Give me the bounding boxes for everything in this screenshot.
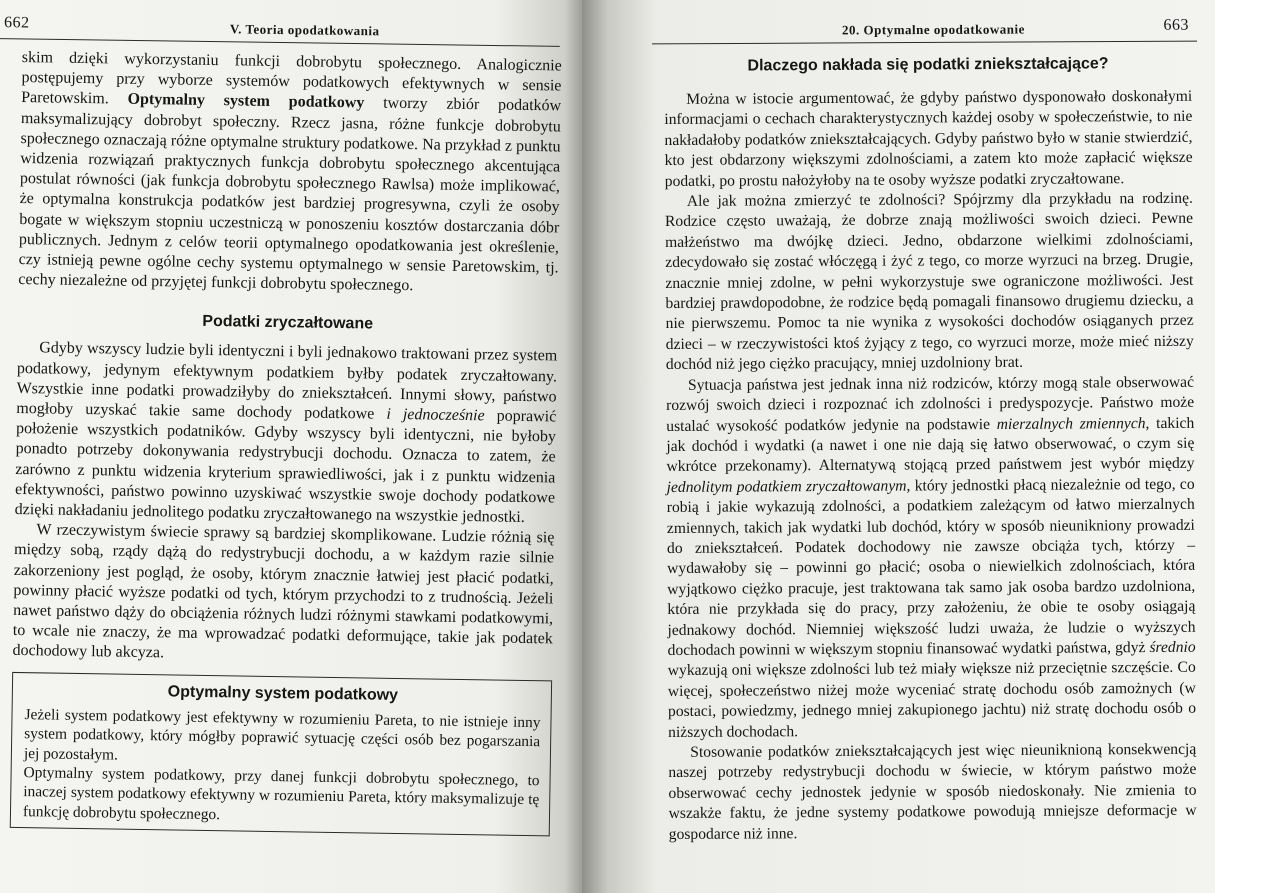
right-paragraph-1: Można w istocie argumentować, że gdyby państwo dysponowało doskonałymi informacjami o cechach charakterystycznych każdej osoby w społeczeństwie, to nie nakładałoby podatków zniekształcających. Gdyby państwo było w stanie stwierdzić, kto jest obdarzony większymi zdolnościami, a zatem kto może zapłacić większe podatki, po prostu nałożyłoby na te osoby wyższe podatki zryczałtowane. [664,87,1193,190]
scan-margin [1215,0,1263,893]
left-running-head [0,10,560,47]
left-page [0,0,582,893]
right-p3-italic-3: średnio [1149,638,1196,657]
right-p3-italic-1: mierzalnych zmiennych [996,414,1146,433]
right-section-heading: Dlaczego nakłada się podatki zniekształcające? [747,55,1109,75]
right-running-head [652,13,1197,45]
right-running-title: 20. Optymalne opodatkowanie [841,21,1025,38]
left-text-column [10,48,562,837]
left-p2-text-2: poprawić położenie wszystkich podatników. Gdyby wszyscy byli identyczni, nie byłoby ponadto potrzeby dokonywania redystrybucji dochodu. Oznacza to zatem, że zarówno z punktu widzenia kryterium sprawiedliwości, jak i z punktu widzenia efektywności, państwo powinno uzyskiwać wszystkie swoje dochody podatkowe dzięki nakładaniu jednolitego podatku zryczałtowanego na wszystkie jednostki. [14,407,557,527]
right-p3-text-1: Sytuacja państwa jest jednak inna niż rodziców, którzy mogą stale obserwować rozwój swoich dzieci i rozpoznać ich zdolności i predyspozycje. Państwo może ustalać wysokość podatków jedynie na podstawie [666,373,1195,435]
right-page [582,0,1215,893]
right-p3-italic-2: jednolitym podatkiem zryczałtowanym [666,477,907,496]
right-text-column [664,55,1197,845]
definition-box-title: Optymalny system podatkowy [167,683,399,704]
left-running-title: V. Teoria opodatkowania [229,21,380,39]
left-p1-bold: Optymalny system podatkowy [127,91,365,112]
right-page-number: 663 [1163,16,1190,34]
definition-box-p1: Jeżeli system podatkowy jest efektywny w rozumieniu Pareta, to nie istnieje inny system podatkowy, który mógłby poprawić sytuację części osób bez pogarszania jej pozostałym. [23,705,541,764]
right-paragraph-3 [666,372,1196,743]
left-p2-text-1: Gdyby wszyscy ludzie byli identyczni i byli jednakowo traktowani przez system podatkowy, jedynym efektywnym podatkiem byłby podatek zryczałtowany. Wszystkie inne podatki prowadziłyby do zniekształceń. Innymi słowy, państwo mogłoby uzyskać takie same dochody podatkowe [16,339,558,423]
left-p2-italic: i jednocześnie [386,405,485,425]
right-p3-text-4: wykazują oni większe zdolności lub też miały większe niż przeciętnie szczęście. Co więcej, społeczeństwo niżej może wyceniać stratę dochodu osób zamożnych (w postaci, powiedzmy, jednego mniej zakupionego jachtu) niż stratę dochodu osób o niższych dochodach. [667,659,1197,741]
right-p3-text-3: , który jednostki płacą niezależnie od tego, co robią i jakie wykazują zdolności, a podatkiem zależącym od łatwo mierzalnych zmiennych, takich jak wydatki lub dochód, który w sposób nieunikniony prowadzi do zniekształceń. Podatek dochodowy nie zawsze obciąża tych, którzy – wydawałoby się – powinni go płacić; osoba o niewielkich zdolnościach, która wyjątkowo ciężko pracuje, jest traktowana tak samo jak osoba bardzo uzdolniona, która nie przykłada się do pracy, przy założeniu, że obie te osoby osiągają jednakowy dochód. Niemniej większość ludzi uważa, że ludzie o wyższych dochodach powinni w większym stopniu finansować wydatki państwa, gdyż [666,475,1196,659]
right-p3-text-2: , takich jak dochód i wydatki (a nawet i one nie dają się łatwo obserwować, o czym się wkrótce przekonamy). Alternatywą stojącą przed państwem jest wybór między [666,414,1195,476]
left-paragraph-1 [18,48,562,299]
right-paragraph-4: Stosowanie podatków zniekształcających jest więc nieuniknioną konsekwencją naszej potrzeby redystrybucji dochodu w świecie, w którym państwo może obserwować cechy jednostek jedynie w sposób niedoskonały. Nie zmienia to wszakże faktu, że jedne systemy podatkowe powodują mniejsze deformacje w gospodarce niż inne. [668,740,1197,843]
definition-box [10,672,552,837]
left-paragraph-3: W rzeczywistym świecie sprawy są bardziej skomplikowane. Ludzie różnią się między sobą, rządy dążą do redystrybucji dochodu, a w każdym razie silnie zakorzeniony jest pogląd, że osoby, którym znacznie łatwiej jest płacić podatki, powinny płacić wyższe podatki od tych, którym przychodzi to z trudnością. Jeżeli nawet państwo dąży do obciążenia różnych ludzi różnymi stawkami podatkowymi, to wcale nie znaczy, że ma wprowadzać podatki deformujące, takie jak podatek dochodowy lub akcyza. [12,521,555,662]
left-p1-text-1: skim dzięki wykorzystaniu funkcji dobrobytu społecznego. Analogicznie postępujemy przy wyborze systemów podatkowych efektywnych w sensie Paretowskim. [21,48,562,108]
left-page-number: 662 [3,14,30,32]
left-p1-text-2: tworzy zbiór podatków maksymalizujący dobrobyt społeczny. Rzecz jasna, różne funkcje dobrobytu społecznego oznaczają różne optymalne struktury podatkowe. Na przykład z punktu widzenia rozwiązań praktycznych funkcja dobrobytu społecznego akcentująca postulat równości (jak funkcja dobrobytu społecznego Rawlsa) może implikować, że optymalna konstrukcja podatków jest bardziej progresywna, czyli że osoby bogate w większym stopniu uczestniczą w ponoszeniu kosztów dostarczania dóbr publicznych. Jednym z celów teorii optymalnego opodatkowania jest określenie, czy istnieją pewne ogólne cechy systemu optymalnego w sensie Paretowskim, tj. cechy niezależne od przyjętej funkcji dobrobytu społecznego. [18,94,562,295]
right-paragraph-2: Ale jak można zmierzyć te zdolności? Spójrzmy dla przykładu na rodzinę. Rodzice często uważają, że dobrze znają możliwości swoich dzieci. Pewne małżeństwo ma dwójkę dzieci. Jedno, obdarzone wielkimi zdolnościami, zdecydowało się zostać włóczęgą i żyć z tego, co morze wyrzuci na brzeg. Drugie, znacznie mniej zdolne, w pełni wykorzystuje swe ograniczone możliwości. Jest bardziej prawdopodobne, że rodzice będą pomagali finansowo drugiemu dziecku, a nie pierwszemu. Pomoc ta nie wynika z wysokości dochodów osiąganych przez dzieci – w rzeczywistości ktoś żyjący z tego, co wyrzuci morze, może mieć niższy dochód niż jego ciężko pracujący, mniej uzdolniony brat. [664,189,1194,374]
left-paragraph-2 [15,338,558,528]
definition-box-p2: Optymalny system podatkowy, przy danej funkcji dobrobytu społecznego, to inaczej system podatkowy efektywny w rozumieniu Pareta, który maksymalizuje tę funkcję dobrobytu społecznego. [22,764,540,823]
left-section-heading: Podatki zryczałtowane [202,313,374,333]
